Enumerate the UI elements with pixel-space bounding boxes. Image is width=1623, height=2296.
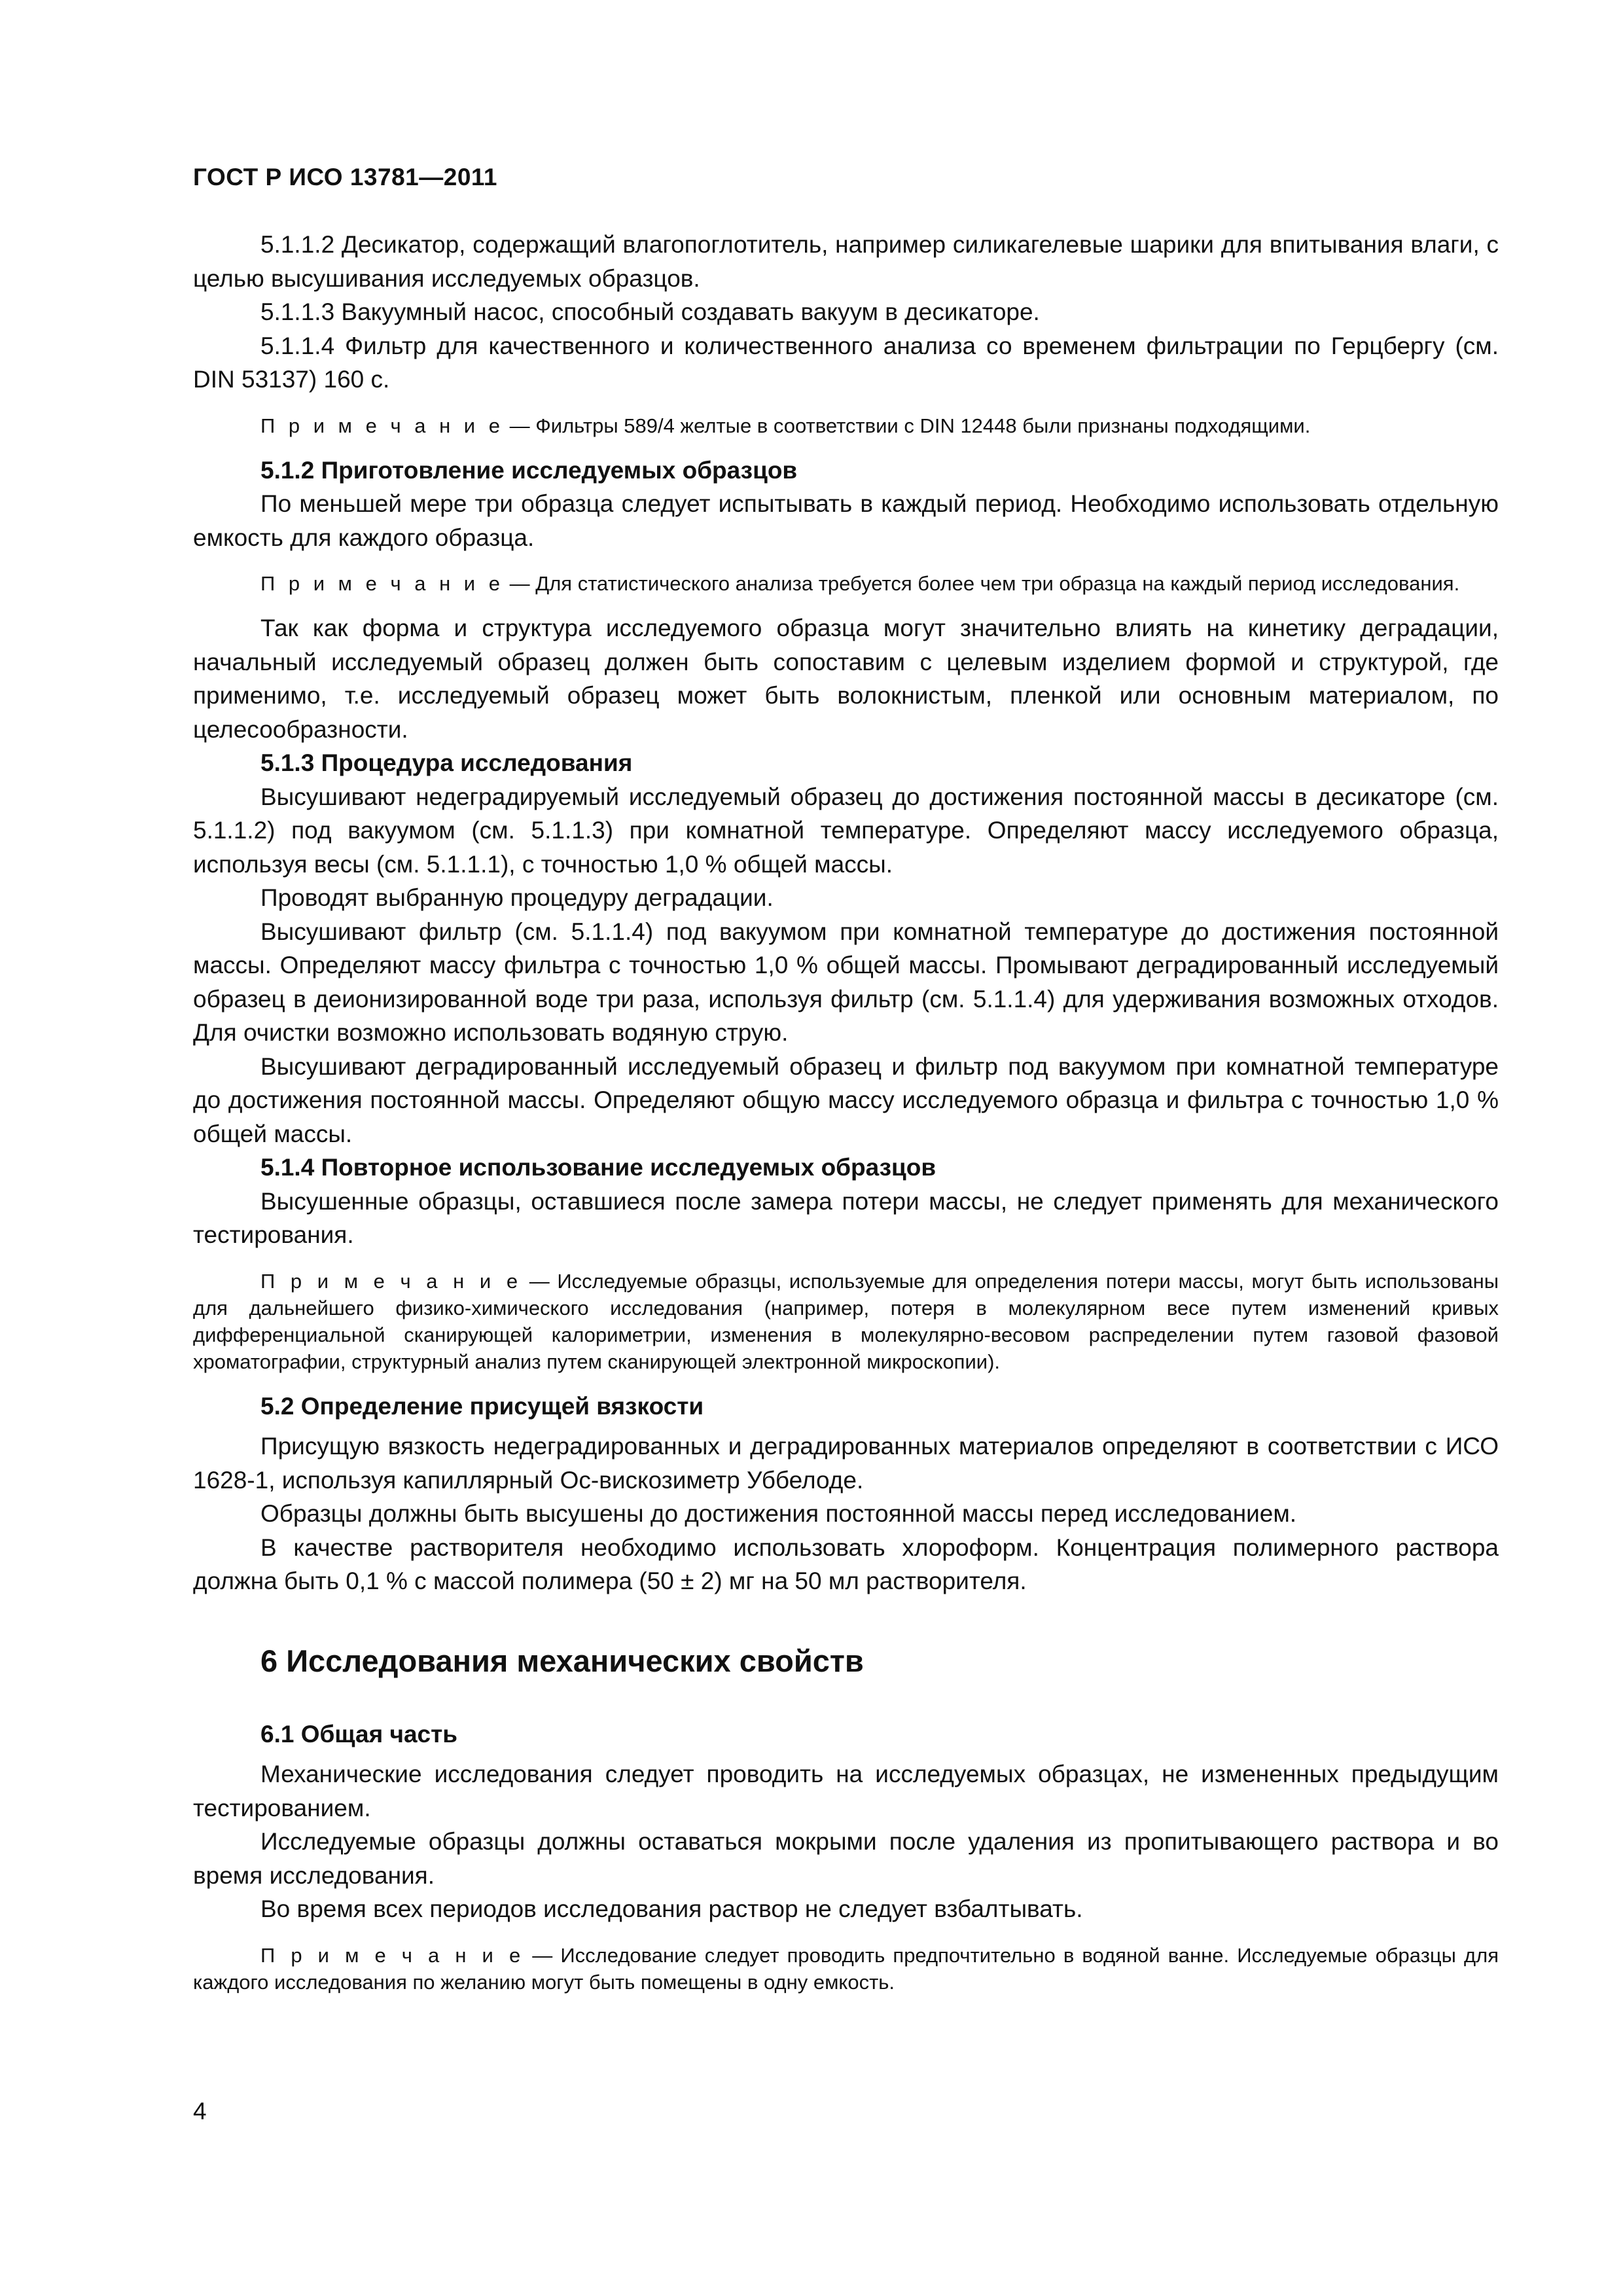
paragraph: Механические исследования следует проводить на исследуемых образцах, не измененных предыдущим тестированием. <box>193 1761 1499 1821</box>
note-text: — Исследуемые образцы, используемые для определения потери массы, могут быть использованы для дальнейшего физико-химического исследования (например, потеря в молекулярном весе путем изменений кривых дифференциальной сканирующей калориметрии, изменения в молекулярно-весовом распределении путем газовой фазовой хроматографии, структурный анализ путем сканирующей электронной микроскопии). <box>193 1269 1499 1373</box>
paragraph: По меньшей мере три образца следует испытывать в каждый период. Необходимо использовать отдельную емкость для каждого образца. <box>193 490 1499 551</box>
section-heading-5-1-3: 5.1.3 Процедура исследования <box>260 749 633 776</box>
note-1 <box>193 412 1499 439</box>
paragraph: Высушивают деградированный исследуемый образец и фильтр под вакуумом при комнатной температуре до достижения постоянной массы. Определяют общую массу исследуемого образца и фильтра с точностью 1,0 % общей массы. <box>193 1052 1499 1147</box>
note-text: — Фильтры 589/4 желтые в соответствии с DIN 12448 были признаны подходящими. <box>503 414 1311 437</box>
paragraph-5-1-1-2: 5.1.1.2 Десикатор, содержащий влагопоглотитель, например силикагелевые шарики для впитывания влаги, с целью высушивания исследуемых образцов. <box>193 231 1499 292</box>
note-label: П р и м е ч а н и е <box>260 1269 522 1293</box>
paragraph: Присущую вязкость недеградированных и деградированных материалов определяют в соответствии с ИСО 1628-1, используя капиллярный Ос-вискозиметр Уббелоде. <box>193 1433 1499 1494</box>
paragraph: Исследуемые образцы должны оставаться мокрыми после удаления из пропитывающего раствора и во время исследования. <box>193 1828 1499 1889</box>
paragraph: Во время всех периодов исследования раствор не следует взбалтывать. <box>260 1895 1083 1922</box>
section-heading-5-1-2: 5.1.2 Приготовление исследуемых образцов <box>260 456 798 484</box>
paragraph: Так как форма и структура исследуемого образца могут значительно влиять на кинетику деградации, начальный исследуемый образец должен быть сопоставим с целевым изделием формой и структурой, где применимо, т.е. исследуемый образец может быть волокнистым, пленкой или основным материалом, по целесообразности. <box>193 615 1499 743</box>
note-2 <box>193 570 1499 597</box>
note-label: П р и м е ч а н и е <box>260 414 504 437</box>
paragraph-5-1-1-3: 5.1.1.3 Вакуумный насос, способный создавать вакуум в десикаторе. <box>260 298 1040 325</box>
note-4 <box>193 1942 1499 1996</box>
paragraph: Образцы должны быть высушены до достижения постоянной массы перед исследованием. <box>260 1500 1297 1527</box>
note-text: — Исследование следует проводить предпочтительно в водяной ванне. Исследуемые образцы для каждого исследования по желанию могут быть помещены в одну емкость. <box>193 1943 1499 1994</box>
paragraph: Высушенные образцы, оставшиеся после замера потери массы, не следует применять для механического тестирования. <box>193 1187 1499 1248</box>
note-label: П р и м е ч а н и е <box>260 1943 525 1967</box>
note-text: — Для статистического анализа требуется более чем три образца на каждый период исследования. <box>503 572 1460 595</box>
section-heading-5-2: 5.2 Определение присущей вязкости <box>260 1392 704 1420</box>
paragraph-5-1-1-4: 5.1.1.4 Фильтр для качественного и количественного анализа со временем фильтрации по Герцбергу (см. DIN 53137) 160 с. <box>193 332 1499 393</box>
page-number: 4 <box>193 2098 207 2125</box>
paragraph: Высушивают фильтр (см. 5.1.1.4) под вакуумом при комнатной температуре до достижения постоянной массы. Определяют массу фильтра с точностью 1,0 % общей массы. Промывают деградированный исследуемый образец в деионизированной воде три раза, используя фильтр (см. 5.1.1.4) для удерживания возможных отходов. Для очистки возможно использовать водяную струю. <box>193 918 1499 1046</box>
note-label: П р и м е ч а н и е <box>260 572 504 595</box>
paragraph: В качестве растворителя необходимо использовать хлороформ. Концентрация полимерного раствора должна быть 0,1 % с массой полимера (50 ± 2) мг на 50 мл растворителя. <box>193 1534 1499 1594</box>
note-3 <box>193 1268 1499 1375</box>
paragraph: Проводят выбранную процедуру деградации. <box>260 884 774 911</box>
document-body <box>193 228 1499 2010</box>
paragraph: Высушивают недеградируемый исследуемый образец до достижения постоянной массы в десикаторе (см. 5.1.1.2) под вакуумом (см. 5.1.1.3) при комнатной температуре. Определяют массу исследуемого образца, используя весы (см. 5.1.1.1), с точностью 1,0 % общей массы. <box>193 783 1499 878</box>
section-heading-5-1-4: 5.1.4 Повторное использование исследуемых образцов <box>260 1154 936 1181</box>
section-heading-6-1: 6.1 Общая часть <box>260 1720 457 1748</box>
section-heading-6: 6 Исследования механических свойств <box>260 1643 864 1678</box>
document-header: ГОСТ Р ИСО 13781—2011 <box>193 164 498 190</box>
